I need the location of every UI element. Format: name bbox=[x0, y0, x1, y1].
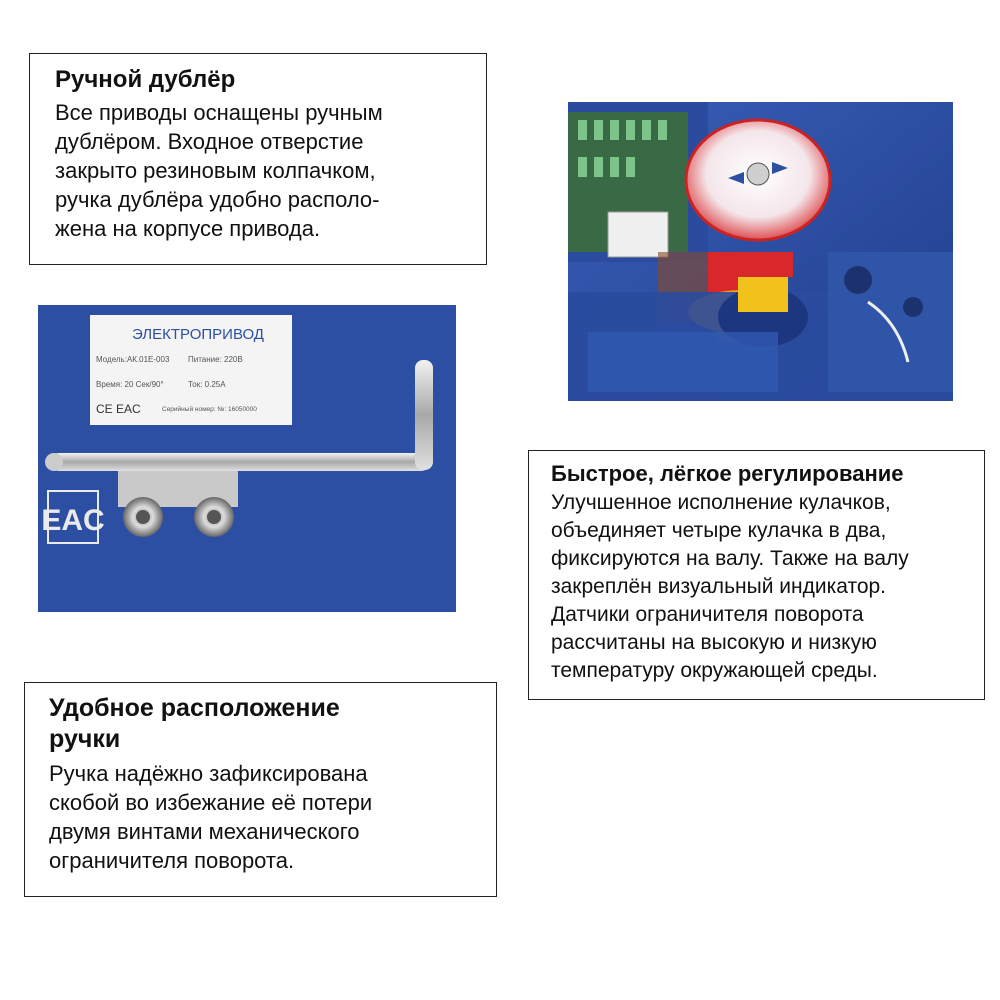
adjustment-block bbox=[528, 450, 985, 700]
nameplate-model: Модель:АК.01Е-003 bbox=[96, 355, 170, 364]
handle-nameplate-illustration bbox=[38, 305, 456, 612]
adjustment-text: Улучшенное исполнение кулачков, объединяет четыре кулачка в два, фиксируются на валу. Также на валу закреплён визуальный индикатор. Датчики ограничителя поворота рассчитаны на высокую и низкую температуру окружающей среды. bbox=[551, 491, 909, 683]
nameplate-time: Время: 20 Сек/90° bbox=[96, 380, 164, 389]
handle-placement-text: Ручка надёжно зафиксирована скобой во избежание её потери двумя винтами механического ограничителя поворота. bbox=[49, 761, 373, 873]
nameplate-marks: CE EAC bbox=[96, 402, 141, 416]
actuator-interior-photo bbox=[568, 102, 953, 401]
adjustment-title: Быстрое, лёгкое регулирование bbox=[551, 461, 904, 486]
actuator-interior-illustration bbox=[568, 102, 953, 401]
manual-override-title: Ручной дублёр bbox=[55, 66, 236, 93]
manual-override-block bbox=[29, 53, 487, 265]
handle-placement-block bbox=[24, 682, 497, 897]
handle-placement-title: Удобное расположение ручки bbox=[49, 694, 340, 753]
nameplate-serial: Серийный номер: №: 16050000 bbox=[162, 406, 257, 413]
nameplate-brand: ЭЛЕКТРОПРИВОД bbox=[132, 326, 264, 343]
nameplate-current: Ток: 0.25А bbox=[188, 380, 226, 389]
manual-override-text: Все приводы оснащены ручным дублёром. Входное отверстие закрыто резиновым колпачком, ручка дублёра удобно располо- жена на корпусе привода. bbox=[55, 99, 383, 241]
handle-nameplate-photo bbox=[38, 305, 456, 612]
nameplate-power: Питание: 220В bbox=[188, 355, 243, 364]
eac-mark: EAC bbox=[41, 504, 105, 537]
